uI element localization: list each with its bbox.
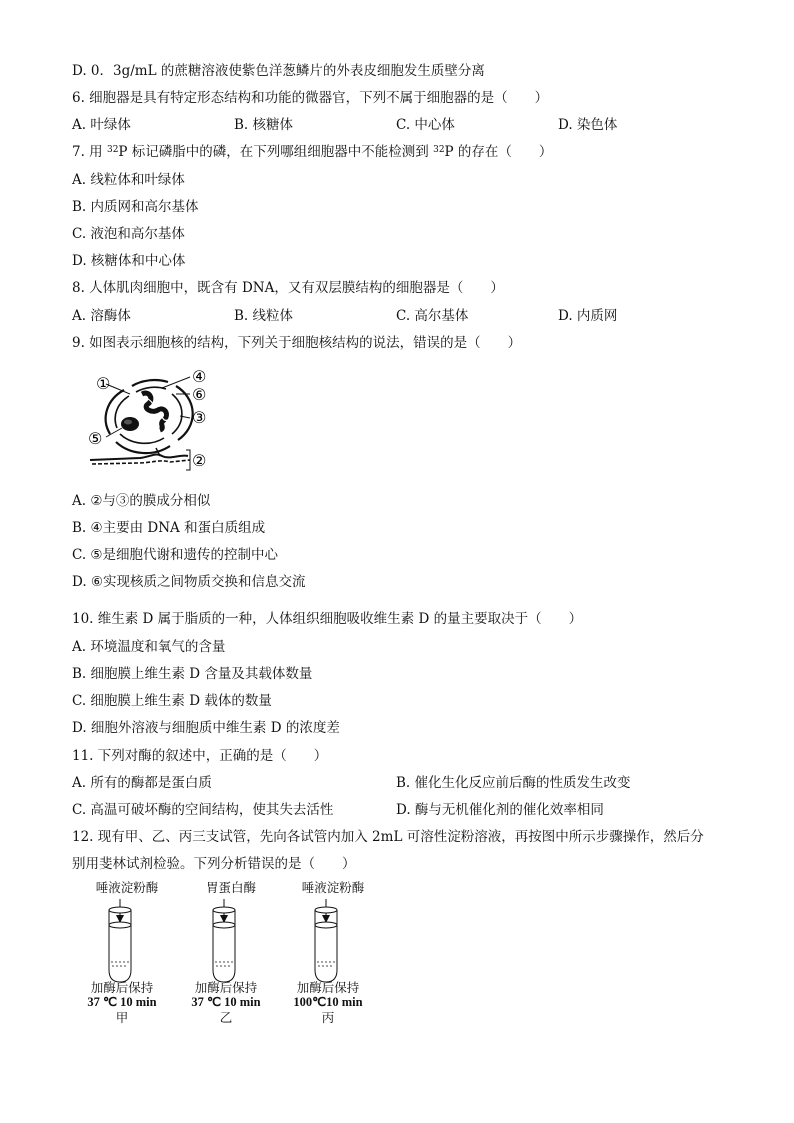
q8-option-a: A. 溶酶体 (72, 308, 131, 324)
q7-option-b: B. 内质网和高尔基体 (72, 199, 199, 215)
q12-stem-line-1: 12. 现有甲、乙、丙三支试管，先向各试管内加入 2mL 可溶性淀粉溶液，再按图中所示步骤操作，然后分 (72, 829, 704, 845)
tube-jia-caption: 加酶后保持 37 ℃ 10 min 甲 (87, 980, 157, 1025)
q10-option-d: D. 细胞外溶液与细胞质中维生素 D 的浓度差 (72, 720, 340, 736)
tube-yi-caption: 加酶后保持 37 ℃ 10 min 乙 (191, 980, 261, 1025)
q11-stem: 11. 下列对酶的叙述中，正确的是（ ） (72, 748, 328, 764)
tube-body-yi (213, 907, 235, 982)
tube-yi-enzyme: 胃蛋白酶 (205, 880, 256, 895)
tube-bing-caption: 加酶后保持 100℃10 min 丙 (293, 980, 363, 1025)
q5-option-d: D. 0．3g/mL 的蔗糖溶液使紫色洋葱鳞片的外表皮细胞发生质壁分离 (72, 63, 485, 79)
q8-option-c: C. 高尔基体 (396, 308, 469, 324)
label-4: ④ (192, 367, 207, 386)
q7-stem: 7. 用 $^{32}$P 标记磷脂中的磷，在下列哪组细胞器中不能检测到 $^{32}$P 的存在（ ） (72, 144, 553, 160)
q11-option-a: A. 所有的酶都是蛋白质 (72, 775, 212, 791)
tube-body-bing (315, 907, 337, 982)
q6-option-c: C. 中心体 (396, 117, 455, 133)
q7-option-c: C. 液泡和高尔基体 (72, 226, 185, 242)
q6-stem: 6. 细胞器是具有特定形态结构和功能的微器官，下列不属于细胞器的是（ ） (72, 90, 549, 106)
q6-option-b: B. 核糖体 (234, 117, 294, 133)
q8-option-b: B. 线粒体 (234, 308, 294, 324)
q12-stem-line-2: 别用斐林试剂检验。下列分析错误的是（ ） (72, 856, 356, 872)
q9-option-a: A. ②与③的膜成分相似 (72, 493, 211, 509)
tube-jia-enzyme: 唾液淀粉酶 (95, 880, 159, 895)
tube-body-jia (109, 907, 131, 982)
q6-option-a: A. 叶绿体 (72, 117, 131, 133)
q10-option-b: B. 细胞膜上维生素 D 含量及其载体数量 (72, 666, 313, 682)
q11-option-d: D. 酶与无机催化剂的催化效率相同 (396, 802, 604, 818)
q11-option-c: C. 高温可破坏酶的空间结构，使其失去活性 (72, 802, 334, 818)
test-tube-figure (72, 880, 392, 1025)
q7-option-d: D. 核糖体和中心体 (72, 253, 186, 269)
q8-option-d: D. 内质网 (558, 308, 618, 324)
q6-option-d: D. 染色体 (558, 117, 618, 133)
q9-stem: 9. 如图表示细胞核的结构，下列关于细胞核结构的说法，错误的是（ ） (72, 335, 522, 351)
q10-stem: 10. 维生素 D 属于脂质的一种，人体组织细胞吸收维生素 D 的量主要取决于（ ） (72, 611, 583, 627)
label-3: ③ (192, 408, 207, 427)
nucleus-diagram (80, 364, 220, 476)
tube-bing-enzyme: 唾液淀粉酶 (301, 880, 365, 895)
q7-option-a: A. 线粒体和叶绿体 (72, 172, 185, 188)
label-6: ⑥ (192, 385, 207, 404)
q11-option-b: B. 催化生化反应前后酶的性质发生改变 (396, 775, 631, 791)
q9-option-c: C. ⑤是细胞代谢和遗传的控制中心 (72, 547, 279, 563)
label-2: ② (192, 451, 207, 470)
label-5: ⑤ (88, 429, 103, 448)
nucleus-diagram-svg (80, 364, 220, 476)
q9-option-d: D. ⑥实现核质之间物质交换和信息交流 (72, 574, 306, 590)
q10-option-a: A. 环境温度和氧气的含量 (72, 639, 226, 655)
q8-stem: 8. 人体肌肉细胞中，既含有 DNA，又有双层膜结构的细胞器是（ ） (72, 280, 504, 296)
label-1: ① (96, 374, 111, 393)
q10-option-c: C. 细胞膜上维生素 D 载体的数量 (72, 693, 272, 709)
q9-option-b: B. ④主要由 DNA 和蛋白质组成 (72, 520, 266, 536)
